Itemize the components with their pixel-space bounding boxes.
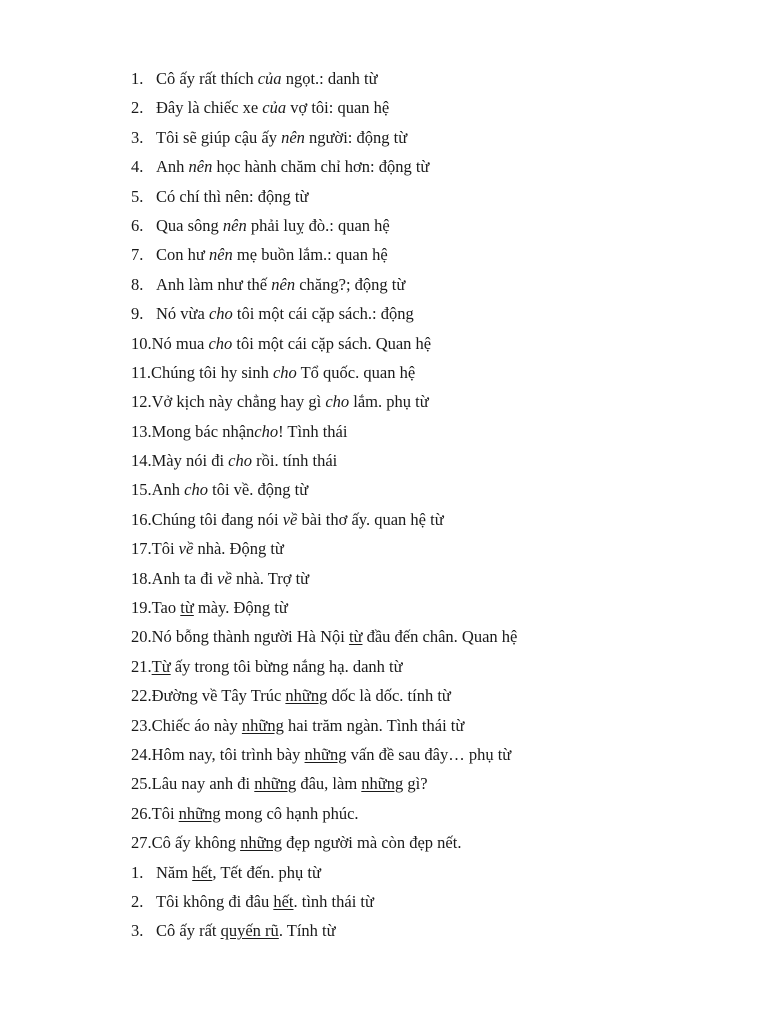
list-item-text — [152, 828, 462, 857]
text-segment: hai trăm ngàn. Tình thái từ — [283, 715, 465, 735]
text-segment: Cô ấy rất thích — [156, 69, 258, 88]
list-item-number: 21. — [131, 656, 152, 676]
text-segment: Con hư — [156, 245, 209, 265]
list-item-number: 4. — [131, 157, 144, 177]
list-item — [131, 711, 517, 740]
text-segment: Anh làm như thế — [156, 274, 272, 294]
emphasized-word: những — [361, 774, 404, 794]
list-item — [131, 358, 517, 387]
list-item — [131, 64, 517, 93]
text-segment: ngọt.: danh từ — [281, 69, 378, 88]
text-segment: Mong bác nhận — [151, 421, 255, 441]
emphasized-word: nên — [281, 127, 305, 147]
emphasized-word: cho — [208, 333, 233, 353]
list-item-text — [152, 417, 348, 446]
list-item-text — [156, 182, 308, 211]
list-item — [131, 534, 517, 563]
list-item-text — [156, 299, 414, 328]
text-segment: Qua sông — [156, 215, 223, 235]
text-segment: đầu đến chân. Quan hệ — [362, 627, 518, 647]
emphasized-word: về — [217, 568, 232, 588]
list-item-number: 25. — [131, 774, 152, 794]
emphasized-word: những — [241, 715, 284, 735]
text-segment: tôi về. động từ — [208, 480, 309, 500]
list-item — [131, 593, 517, 622]
text-segment: Cô ấy không — [151, 833, 241, 853]
text-segment: người: động từ — [304, 127, 408, 147]
text-segment: Nó bỗng thành người Hà Nội — [151, 627, 349, 647]
text-segment: mày. Động từ — [193, 598, 288, 618]
list-item-number: 23. — [131, 715, 152, 735]
list-item-number: 3. — [131, 127, 144, 147]
list-item — [131, 152, 517, 181]
list-item-text — [156, 916, 336, 945]
list-item-number: 24. — [131, 744, 152, 764]
list-item-number: 27. — [131, 833, 152, 853]
list-item-number: 13. — [131, 421, 152, 441]
list-item-text — [152, 769, 428, 798]
list-item — [131, 799, 517, 828]
list-item-number: 2. — [131, 98, 144, 118]
text-segment: Có chí thì nên: động từ — [156, 186, 309, 206]
list-item-text — [152, 387, 429, 416]
emphasized-word: nên — [222, 215, 247, 235]
list-item-text — [152, 622, 518, 651]
text-segment: tôi một cái cặp sách.: động — [232, 304, 414, 324]
text-segment: Chúng tôi đang nói — [151, 509, 283, 529]
emphasized-word: nên — [188, 157, 213, 177]
list-item — [131, 858, 517, 887]
text-segment: Tôi — [151, 539, 179, 559]
text-segment: mong cô hạnh phúc. — [220, 803, 359, 823]
text-segment: Tôi không đi đâu — [156, 891, 274, 911]
list-item-number: 6. — [131, 215, 144, 235]
text-segment: vợ tôi: quan hệ — [286, 98, 390, 118]
text-segment: Năm — [156, 862, 193, 882]
emphasized-word: từ — [180, 598, 194, 618]
emphasized-word: những — [285, 686, 328, 706]
emphasized-word: quyến rũ — [220, 921, 279, 941]
list-item-text — [156, 211, 390, 240]
text-segment: vấn đề sau đây… phụ từ — [346, 744, 512, 764]
emphasized-word: cho — [228, 451, 252, 471]
emphasized-word: cho — [325, 392, 350, 412]
emphasized-word: hết — [192, 862, 213, 882]
list-item-text — [156, 93, 389, 122]
list-item — [131, 916, 517, 945]
emphasized-word: Từ — [151, 656, 171, 676]
list-item-number: 1. — [131, 862, 144, 882]
list-item-text — [152, 446, 338, 475]
list-item — [131, 240, 517, 269]
list-item — [131, 387, 517, 416]
emphasized-word: từ — [348, 627, 363, 647]
text-segment: nhà. Trợ từ — [231, 568, 310, 588]
text-segment: đẹp người mà còn đẹp nết. — [282, 833, 462, 853]
list-item-text — [151, 358, 415, 387]
text-segment: Vở kịch này chẳng hay gì — [151, 392, 326, 412]
list-item — [131, 329, 517, 358]
list-item — [131, 299, 517, 328]
list-item — [131, 93, 517, 122]
text-segment: Tổ quốc. quan hệ — [296, 362, 416, 382]
list-item — [131, 270, 517, 299]
emphasized-word: những — [240, 833, 283, 853]
list-item-text — [156, 887, 374, 916]
list-item-text — [156, 240, 388, 269]
list-item-text — [152, 505, 444, 534]
text-segment: Tôi sẽ giúp cậu ấy — [156, 127, 282, 147]
list-item-number: 5. — [131, 186, 144, 206]
emphasized-word: nên — [208, 245, 233, 265]
list-item — [131, 828, 517, 857]
list-item — [131, 681, 517, 710]
text-segment: phải luỵ đò.: quan hệ — [246, 215, 390, 235]
list-item-text — [152, 329, 432, 358]
list-item-number: 12. — [131, 392, 152, 412]
list-item-number: 26. — [131, 803, 152, 823]
text-segment: . Tính từ — [278, 921, 336, 941]
emphasized-word: về — [282, 509, 298, 529]
list-item-number: 22. — [131, 686, 152, 706]
emphasized-word: của — [257, 69, 282, 88]
list-item-number: 14. — [131, 451, 152, 471]
list-item-text — [156, 123, 407, 152]
emphasized-word: cho — [184, 480, 208, 500]
emphasized-word: cho — [254, 421, 279, 441]
text-segment: Hôm nay, tôi trình bày — [151, 744, 305, 764]
list-item-number: 19. — [131, 598, 152, 618]
list-item-text — [152, 593, 288, 622]
text-segment: dốc là dốc. tính từ — [327, 686, 451, 706]
list-item-number: 9. — [131, 304, 144, 324]
list-item — [131, 505, 517, 534]
emphasized-word: của — [262, 98, 287, 118]
text-segment: Mày nói đi — [151, 451, 229, 471]
list-item-text — [156, 270, 405, 299]
emphasized-word: hết — [273, 891, 294, 911]
list-item — [131, 887, 517, 916]
text-segment: ! Tình thái — [278, 421, 348, 441]
list-item-text — [152, 475, 309, 504]
emphasized-word: về — [178, 539, 194, 559]
text-segment: chăng?; động từ — [295, 274, 406, 294]
emphasized-word: những — [304, 744, 347, 764]
list-item-text — [152, 564, 309, 593]
text-segment: Nó mua — [151, 333, 209, 353]
text-segment: Anh — [156, 157, 189, 177]
emphasized-word: cho — [272, 362, 297, 382]
list-item-text — [156, 858, 321, 887]
list-item — [131, 417, 517, 446]
text-segment: Đường về Tây Trúc — [151, 686, 286, 706]
text-segment: Anh — [151, 480, 185, 500]
text-segment: Đây là chiếc xe — [156, 98, 263, 118]
text-segment: Nó vừa — [156, 304, 209, 324]
list-item-number: 16. — [131, 509, 152, 529]
text-segment: Chiếc áo này — [151, 715, 242, 735]
text-segment: Chúng tôi hy sinh — [151, 362, 273, 382]
text-segment: rồi. tính thái — [252, 451, 338, 471]
list-item — [131, 182, 517, 211]
emphasized-word: những — [178, 803, 221, 823]
list-item-text — [152, 652, 403, 681]
list-item-number: 11. — [131, 362, 152, 382]
text-segment: lắm. phụ từ — [349, 392, 429, 412]
list-item-number: 17. — [131, 539, 152, 559]
text-segment: gì? — [403, 774, 428, 794]
list-item — [131, 123, 517, 152]
list-item — [131, 740, 517, 769]
emphasized-word: cho — [208, 304, 233, 324]
text-segment: nhà. Động từ — [193, 539, 284, 559]
text-segment: đâu, làm — [296, 774, 362, 794]
text-segment: tôi một cái cặp sách. Quan hệ — [232, 333, 432, 353]
text-segment: bài thơ ấy. quan hệ từ — [297, 509, 444, 529]
list-item-text — [156, 152, 429, 181]
emphasized-word: những — [254, 774, 297, 794]
text-segment: Anh ta đi — [151, 568, 218, 588]
emphasized-word: nên — [271, 274, 296, 294]
text-segment: Lâu nay anh đi — [151, 774, 255, 794]
list-item — [131, 475, 517, 504]
list-item-number: 2. — [131, 891, 144, 911]
text-segment: Tôi — [151, 803, 179, 823]
list-item — [131, 211, 517, 240]
list-item-number: 18. — [131, 568, 152, 588]
list-item-number: 20. — [131, 627, 152, 647]
text-segment: mẹ buồn lắm.: quan hệ — [232, 245, 388, 265]
list-item — [131, 622, 517, 651]
list-item-text — [152, 740, 512, 769]
list-item — [131, 446, 517, 475]
numbered-list — [131, 64, 517, 946]
text-segment: Tao — [151, 598, 181, 618]
list-item-text — [152, 681, 451, 710]
list-item — [131, 769, 517, 798]
text-segment: , Tết đến. phụ từ — [212, 862, 321, 882]
list-item-number: 7. — [131, 245, 144, 265]
text-segment: ấy trong tôi bừng nắng hạ. danh từ — [170, 656, 403, 676]
list-item-number: 10. — [131, 333, 152, 353]
list-item-text — [152, 799, 359, 828]
list-item-text — [156, 64, 378, 93]
list-item-number: 1. — [131, 69, 144, 88]
text-segment: . tình thái từ — [293, 891, 374, 911]
list-item-text — [152, 534, 284, 563]
list-item-number: 8. — [131, 274, 144, 294]
list-item-number: 15. — [131, 480, 152, 500]
text-segment: học hành chăm chỉ hơn: động từ — [212, 157, 430, 177]
list-item — [131, 652, 517, 681]
text-segment: Cô ấy rất — [156, 921, 221, 941]
list-item-text — [152, 711, 465, 740]
list-item-number: 3. — [131, 921, 144, 941]
list-item — [131, 564, 517, 593]
